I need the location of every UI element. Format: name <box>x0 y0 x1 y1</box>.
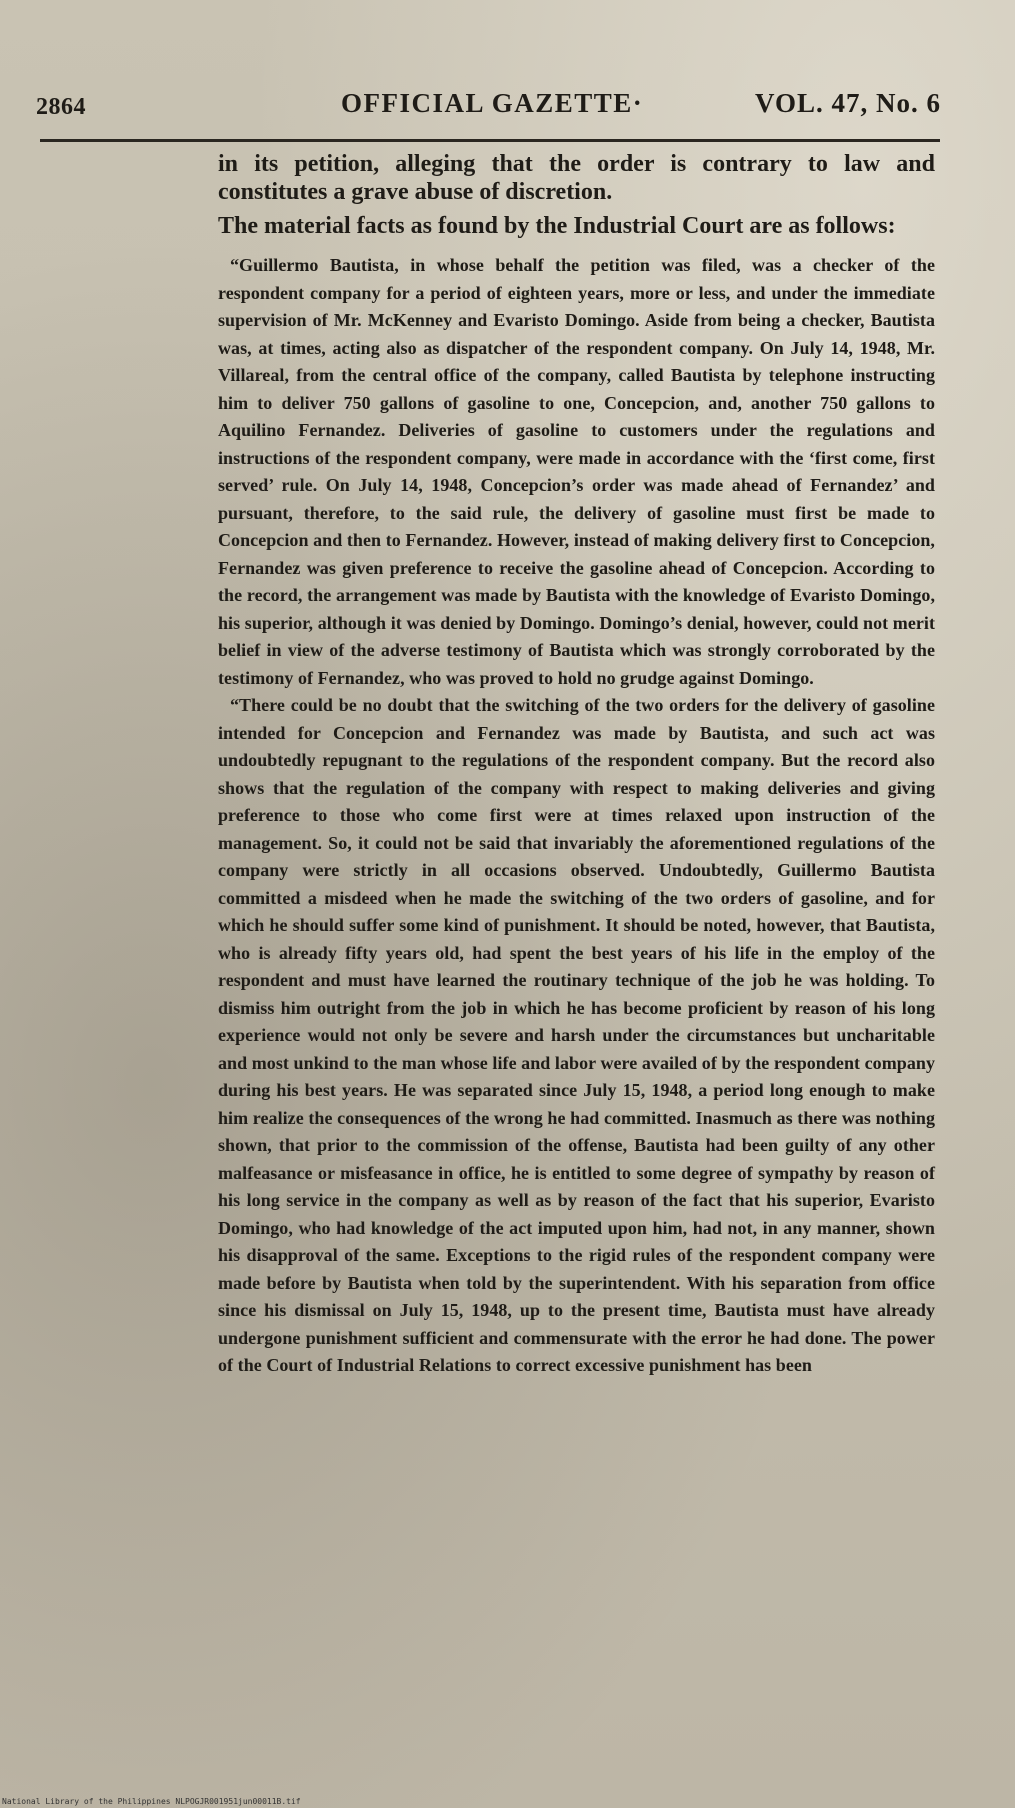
page-header <box>36 88 941 128</box>
quoted-paragraph: “Guillermo Bautista, in whose behalf the petition was filed, was a checker of the respondent company for a period of eighteen years, more or less, and under the immediate supervision of Mr. McKenney and Evaristo Domingo. Aside from being a checker, Bautista was, at times, acting also as dispatcher of the respondent company. On July 14, 1948, Mr. Villareal, from the central office of the company, called Bautista by telephone instructing him to deliver 750 gallons of gasoline to one, Concepcion, and, another 750 gallons to Aquilino Fernandez. Deliveries of gasoline to customers under the regulations and instructions of the respondent company, were made in accordance with the ‘first come, first served’ rule. On July 14, 1948, Concepcion’s order was made ahead of Fernandez’ and pursuant, therefore, to the said rule, the delivery of gasoline must first be made to Concepcion and then to Fernandez. However, instead of making delivery first to Concepcion, Fernandez was given preference to receive the gasoline ahead of Concepcion. According to the record, the arrangement was made by Bautista with the knowledge of Evaristo Domingo, his superior, although it was denied by Domingo. Domingo’s denial, however, could not merit belief in view of the adverse testimony of Bautista which was strongly corroborated by the testimony of Fernandez, who was proved to hold no grudge against Domingo. <box>218 255 935 688</box>
quoted-paragraph: “There could be no doubt that the switching of the two orders for the delivery of gasoline intended for Concepcion and Fernandez was made by Bautista, and such act was undoubtedly repugnant to the regulations of the respondent company. But the record also shows that the regulation of the company with respect to making deliveries and giving preference to those who come first were at times relaxed upon instruction of the management. So, it could not be said that invariably the aforementioned regulations of the company were strictly in all occasions observed. Undoubtedly, Guillermo Bautista committed a misdeed when he made the switching of the two orders of gasoline, and for which he should suffer some kind of punishment. It should be noted, however, that Bautista, who is already fifty years old, had spent the best years of his life in the employ of the respondent and must have learned the routinary technique of the job he was holding. To dismiss him outright from the job in which he has become proficient by reason of his long experience would not only be severe and harsh under the circumstances but uncharitable and most unkind to the man whose life and labor were availed of by the respondent company during his best years. He was separated since July 15, 1948, a period long enough to make him realize the consequences of the wrong he had committed. Inasmuch as there was nothing shown, that prior to the commission of the offense, Bautista had been guilty of any other malfeasance or misfeasance in office, he is entitled to some degree of sympathy by reason of his long service in the company as well as by reason of the fact that his superior, Evaristo Domingo, who had knowledge of the act imputed upon him, had not, in any manner, shown his disapproval of the same. Exceptions to the rigid rules of the respondent company were made before by Bautista when told by the superintendent. With his separation from office since his dismissal on July 15, 1948, up to the present time, Bautista must have already undergone punishment sufficient and commensurate with the error he had done. The power of the Court of Industrial Relations to correct excessive punishment has been <box>218 695 935 1375</box>
scan-footer-note: National Library of the Philippines NLPOGJR001951jun00011B.tif <box>2 1797 301 1806</box>
page-number: 2864 <box>36 94 86 120</box>
header-rule <box>40 139 940 142</box>
publication-title: OFFICIAL GAZETTE· <box>341 88 644 118</box>
volume-number: VOL. 47, No. 6 <box>755 88 941 118</box>
intro-paragraph: The material facts as found by the Industrial Court are as follows: <box>218 213 896 239</box>
intro-paragraph: in its petition, alleging that the order is contrary to law and constitutes a grave abuse of discretion. <box>218 151 935 205</box>
body-text <box>218 150 935 1380</box>
